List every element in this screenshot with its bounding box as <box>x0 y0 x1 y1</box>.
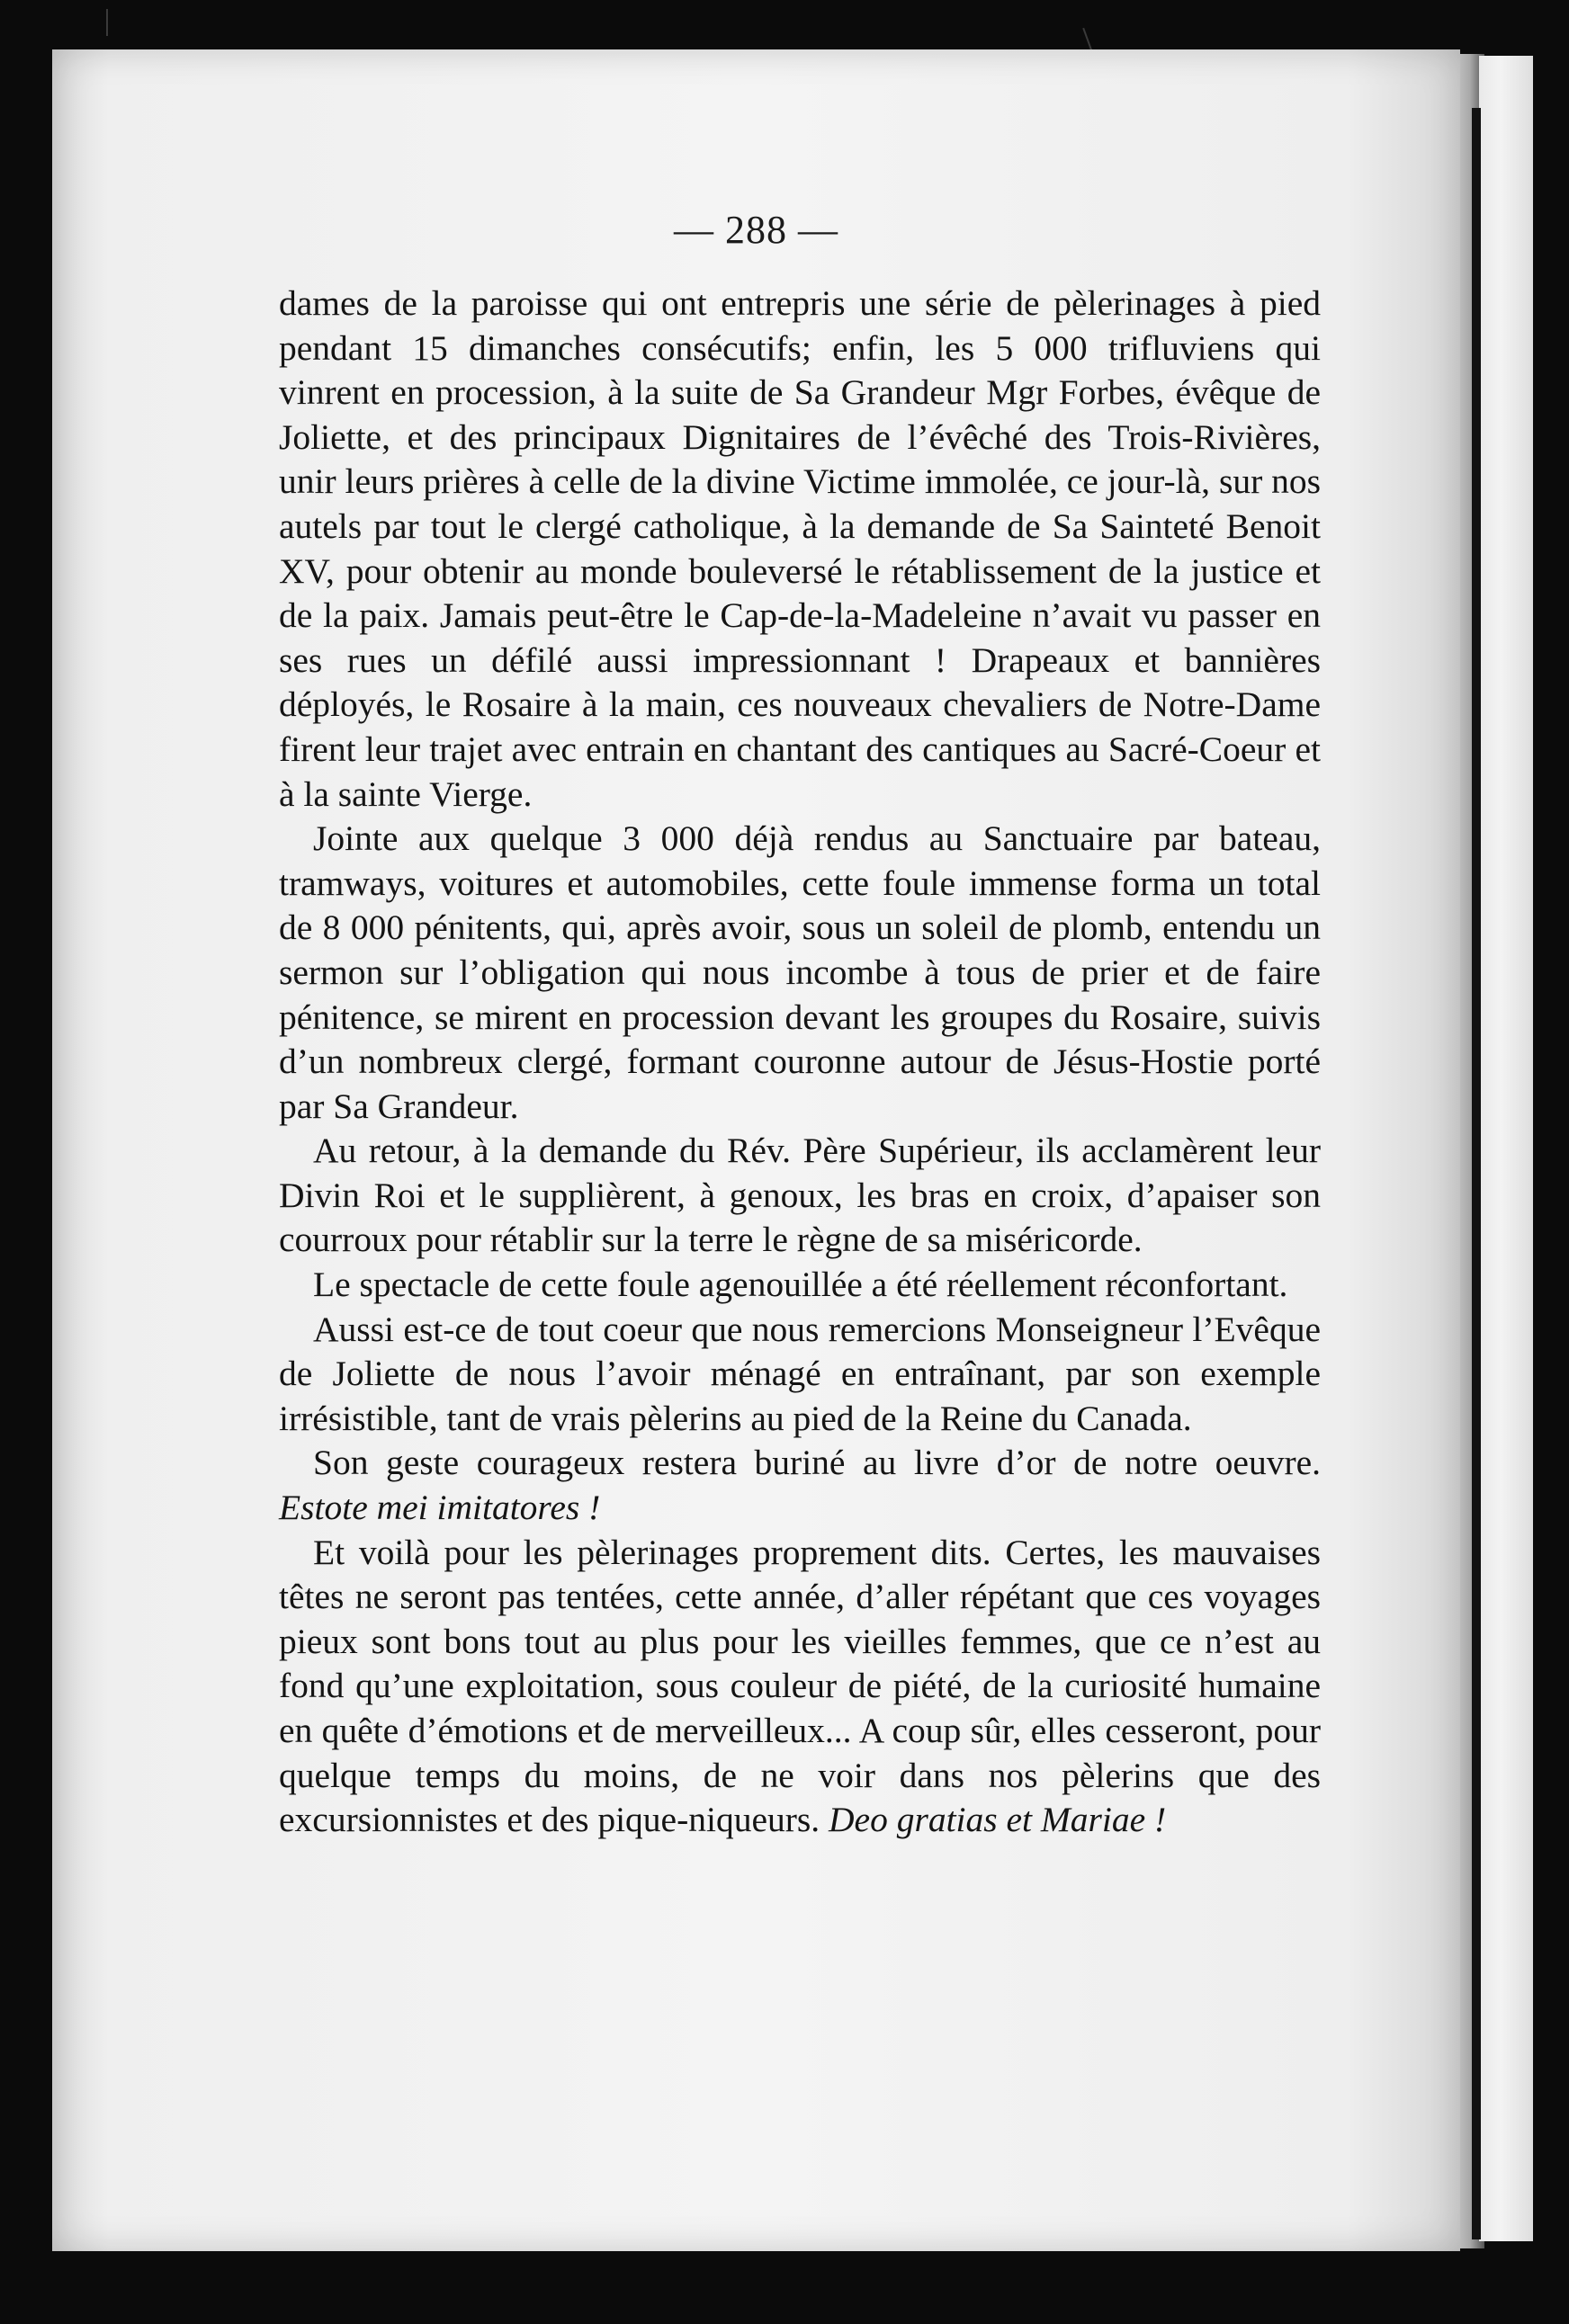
paragraph-text: Et voilà pour les pèlerinages proprement dits. Certes, les mauvaises têtes ne seront pas tentées, cette année, d’aller répétant que ces voyages pieux sont bons tout au plus pour les vieilles femmes, que ce n’est au fond qu’une exploitation, sous couleur de piété, de la curiosité humaine en quête d’émotions et de merveilleux... A coup sûr, elles cesseront, pour quelque temps du moins, de ne voir dans nos pèlerins que des excursionnistes et des pique-niqueurs. <box>279 1532 1321 1840</box>
paragraph <box>279 817 1321 1129</box>
film-scratch <box>106 9 108 36</box>
paragraph-text: Jointe aux quelque 3 000 déjà rendus au Sanctuaire par bateau, tramways, voitures et automobiles, cette foule immense forma un total de 8 000 pénitents, qui, après avoir, sous un soleil de plomb, entendu un sermon sur l’obligation qui nous incombe à tous de prier et de faire pénitence, se mirent en procession devant les groupes du Rosaire, suivis d’un nombreux clergé, formant couronne autour de Jésus-Hostie porté par Sa Grandeur. <box>279 818 1321 1126</box>
paragraph-text: Le spectacle de cette foule agenouillée a été réellement réconfortant. <box>313 1265 1288 1305</box>
body-text <box>279 282 1321 1843</box>
italic-phrase: Estote mei imitatores ! <box>279 1488 601 1528</box>
paragraph <box>279 1263 1321 1308</box>
paragraph <box>279 1531 1321 1843</box>
page-gutter <box>1472 108 1481 2239</box>
paragraph <box>279 1308 1321 1442</box>
adjacent-page <box>1479 56 1533 2241</box>
paragraph <box>279 282 1321 817</box>
paragraph-text: Aussi est-ce de tout coeur que nous remercions Monseigneur l’Evêque de Joliette de nous l’avoir ménagé en entraînant, par son exemple irrésistible, tant de vrais pèlerins au pied de la Reine du Canada. <box>279 1309 1321 1438</box>
italic-phrase: Deo gratias et Mariae ! <box>829 1800 1167 1840</box>
paragraph <box>279 1441 1321 1530</box>
paragraph <box>279 1129 1321 1263</box>
paragraph-text: Son geste courageux restera buriné au livre d’or de notre oeuvre. <box>313 1443 1321 1483</box>
page-number: — 288 — <box>674 208 838 252</box>
paragraph-text: Au retour, à la demande du Rév. Père Supérieur, ils acclamèrent leur Divin Roi et le supplièrent, à genoux, les bras en croix, d’apaiser son courroux pour rétablir sur la terre le règne de sa miséricorde. <box>279 1131 1321 1260</box>
paragraph-text: dames de la paroisse qui ont entrepris une série de pèlerinages à pied pendant 15 dimanches consécutifs; enfin, les 5 000 trifluviens qui vinrent en procession, à la suite de Sa Grandeur Mgr Forbes, évêque de Joliette, et des principaux Dignitaires de l’évêché des Trois-Rivières, unir leurs prières à celle de la divine Victime immolée, ce jour-là, sur nos autels par tout le clergé catholique, à la demande de Sa Sainteté Benoit XV, pour obtenir au monde bouleversé le rétablissement de la justice et de la paix. Jamais peut-être le Cap-de-la-Madeleine n’avait vu passer en ses rues un défilé aussi impressionnant ! Drapeaux et bannières déployés, le Rosaire à la main, ces nouveaux chevaliers de Notre-Dame firent leur trajet avec entrain en chantant des cantiques au Sacré-Coeur et à la sainte Vierge. <box>279 283 1321 814</box>
book-page <box>52 49 1460 2251</box>
